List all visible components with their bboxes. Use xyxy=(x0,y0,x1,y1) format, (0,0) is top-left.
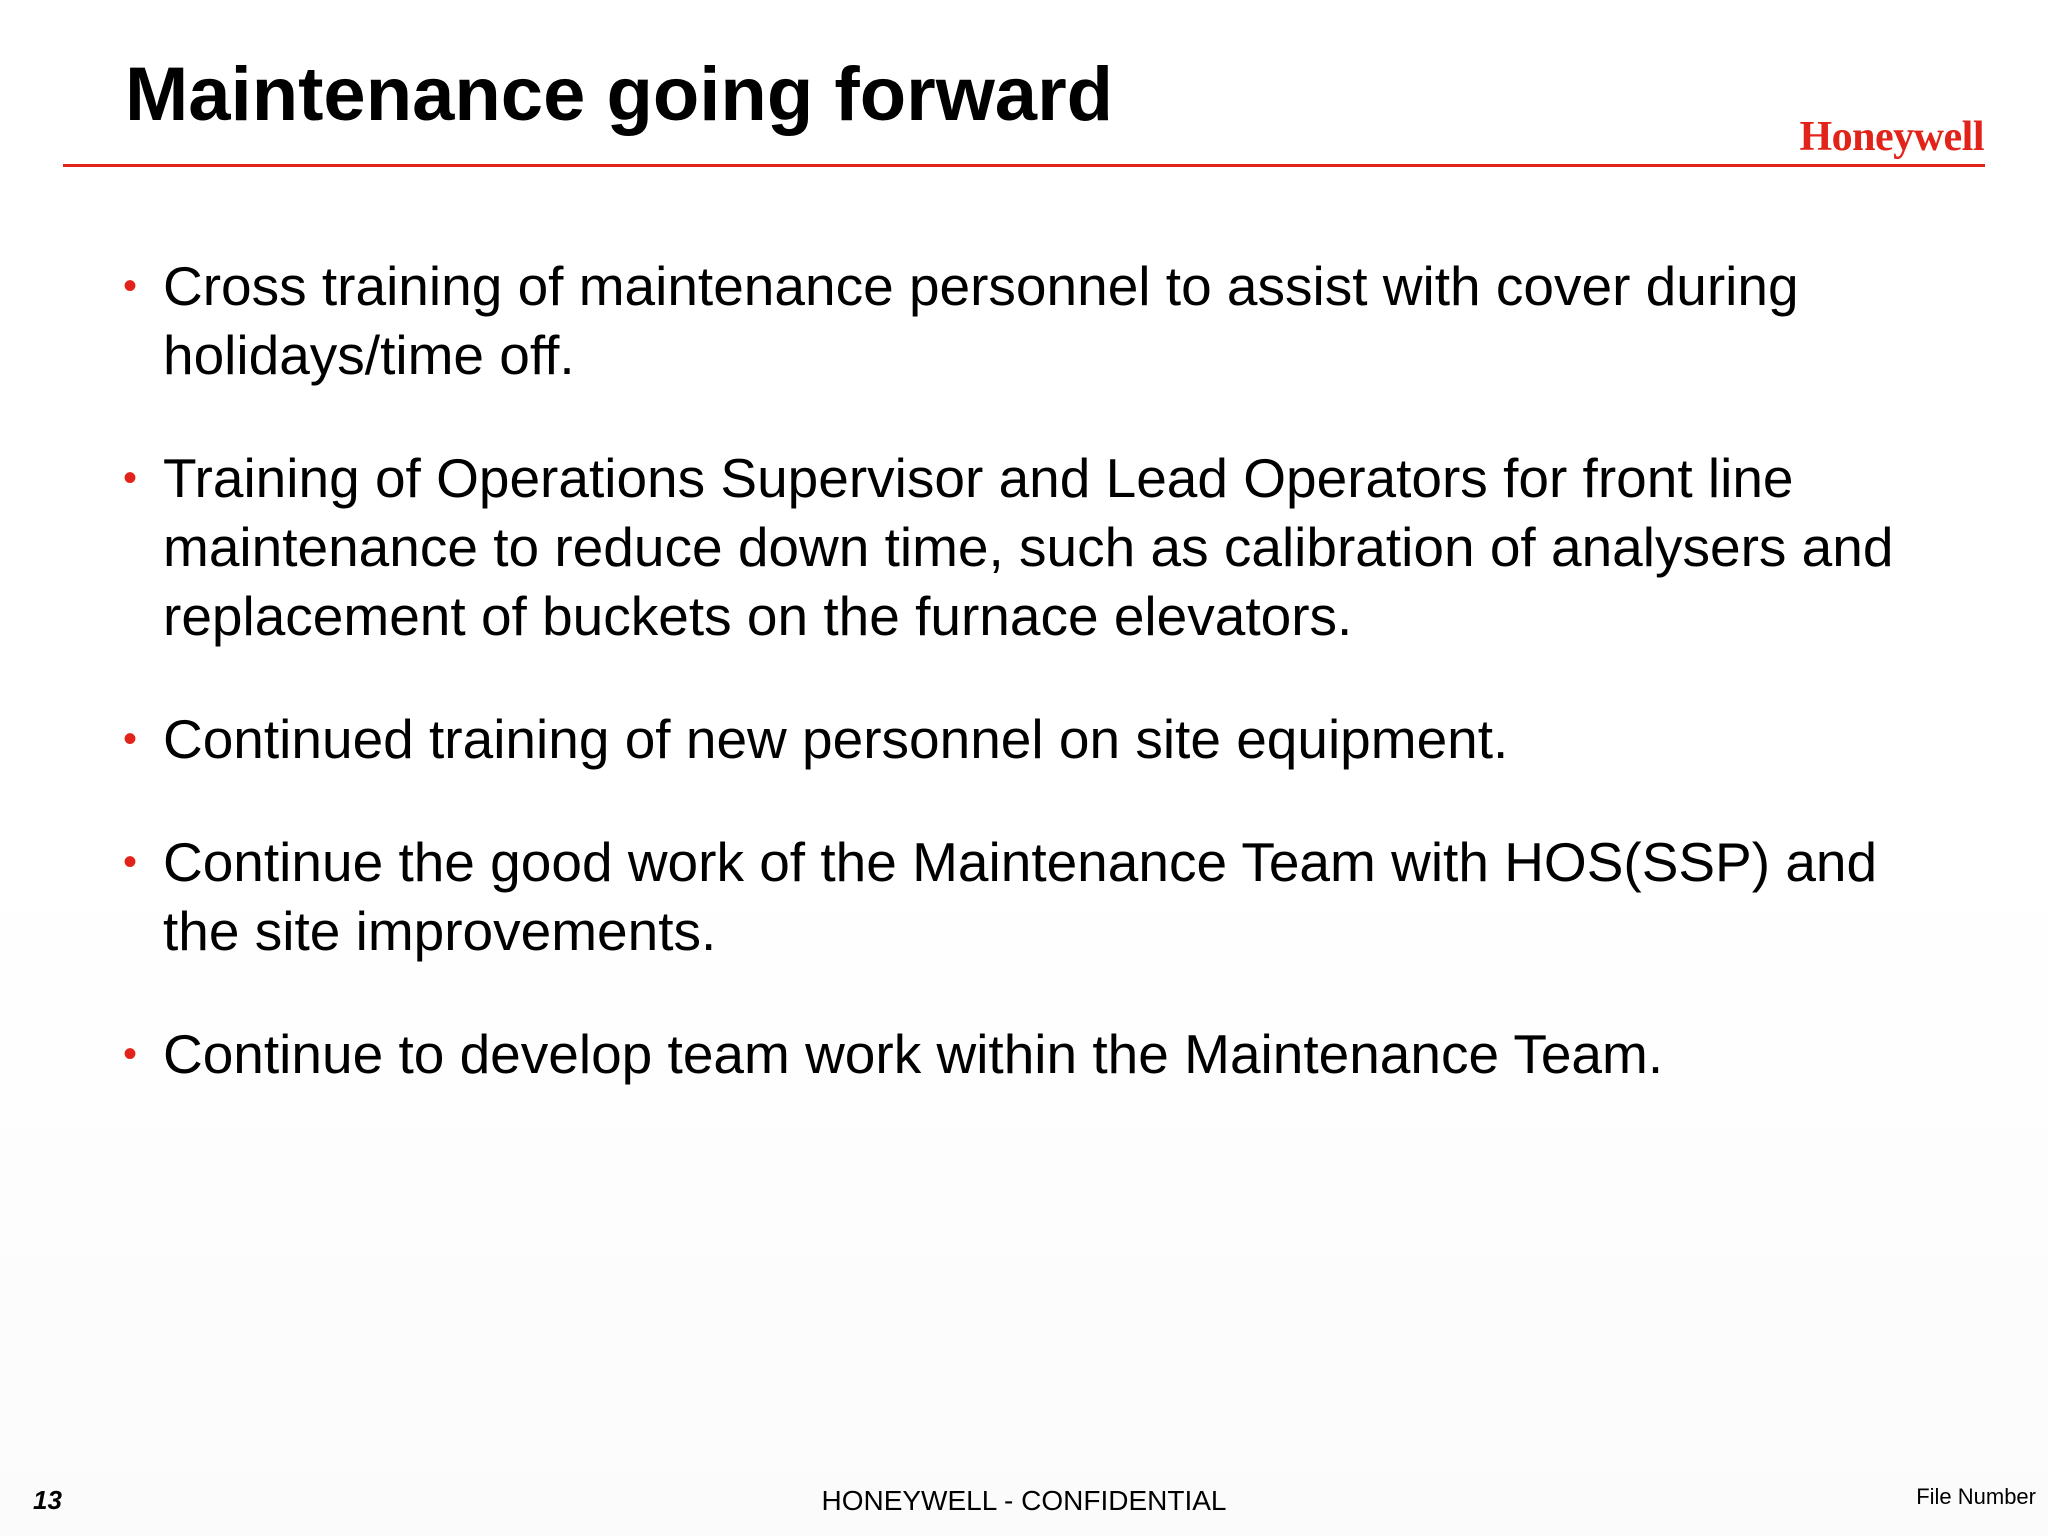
bullet-item xyxy=(123,444,1903,651)
bullet-text: Training of Operations Supervisor and Lead Operators for front line maintenance to reduce down time, such as calibration of analysers and replacement of buckets on the furnace elevators. xyxy=(163,447,1894,647)
bullet-text: Cross training of maintenance personnel to assist with cover during holidays/time off. xyxy=(163,255,1799,386)
bullet-item xyxy=(123,1020,1903,1089)
bullet-item xyxy=(123,705,1903,774)
bullet-dot-icon: • xyxy=(123,840,138,884)
file-number-label: File Number xyxy=(1916,1484,2036,1509)
bullet-text: Continued training of new personnel on site equipment. xyxy=(163,708,1509,770)
bullet-text: Continue to develop team work within the Maintenance Team. xyxy=(163,1023,1664,1085)
bullet-list xyxy=(123,252,1903,1143)
bullet-item xyxy=(123,252,1903,390)
page-number: 13 xyxy=(33,1485,62,1515)
bullet-item xyxy=(123,828,1903,966)
title-divider xyxy=(63,164,1985,167)
bullet-dot-icon: • xyxy=(123,456,138,500)
slide-title: Maintenance going forward xyxy=(125,52,1114,137)
bullet-text: Continue the good work of the Maintenance Team with HOS(SSP) and the site improvements. xyxy=(163,831,1878,962)
honeywell-logo: Honeywell xyxy=(1799,114,1984,160)
bullet-dot-icon: • xyxy=(123,264,138,308)
bullet-dot-icon: • xyxy=(123,717,138,761)
confidential-label: HONEYWELL - CONFIDENTIAL xyxy=(821,1485,1227,1516)
bullet-dot-icon: • xyxy=(123,1032,138,1076)
